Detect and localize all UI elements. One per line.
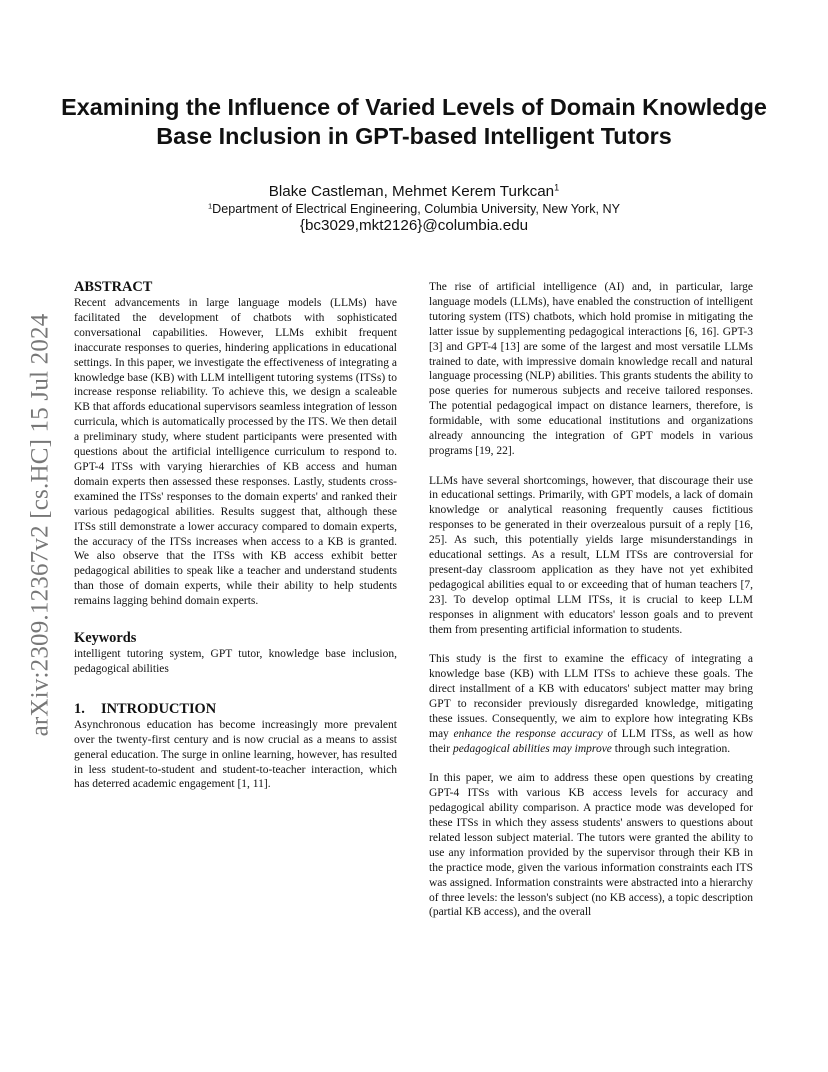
- abstract-heading: ABSTRACT: [74, 279, 153, 295]
- abstract-text: Recent advancements in large language models (LLMs) have facilitated the development of chatbots with sophisticated conversational capabilities. However, LLMs exhibit frequent inaccurate responses to queries, hindering applications in educational settings. In this paper, we investigate the effectiveness of integrating a knowledge base (KB) with LLM intelligent tutoring systems (ITSs) to increase response reliability. To achieve this, we design a scaleable KB that affords educational supervisors seamless integration of lesson curricula, which is automatically processed by the ITS. We then detail a preliminary study, where student participants were presented with questions about the artificial intelligence curriculum to respond to. GPT-4 ITSs with varying hierarchies of KB access and human domain experts then assessed these responses. Lastly, students cross-examined the ITSs' responses to the domain experts' and ranked their various pedagogical abilities. Results suggest that, although these ITSs still demonstrate a lower accuracy compared to domain experts, the accuracy of the ITSs increases when access to a KB is granted. We also observe that the ITSs with KB access exhibit better pedagogical abilities to speak like a teacher and understand students than those of domain experts, while their ability to help students remains lagging behind domain experts.: [74, 297, 397, 608]
- intro-paragraph-3: LLMs have several shortcomings, however, that discourage their use in educational settings. Primarily, with GPT models, a lack of domain knowledge or analytical reasoning frequently causes fictitious responses to be generated in their overzealous pursuit of a reply [16, 25]. As such, this potentially yields large misunderstandings in educational settings. As a result, LLM ITSs are controversial for present-day classroom application as they have not yet exhibited pedagogical abilities equal to or exceeding that of human teachers [7, 23]. To develop optimal LLM ITSs, it is crucial to keep LLM responses in alignment with educators' lesson goals and to prevent them from presenting artificial information to students.: [429, 474, 753, 636]
- arxiv-identifier: [22, 295, 58, 755]
- arxiv-stamp: arXiv:2309.12367v2 [cs.HC] 15 Jul 2024: [26, 313, 54, 737]
- paper-title: Examining the Influence of Varied Levels of Domain Knowledge Base Inclusion in GPT-based Intelligent Tutors: [61, 94, 767, 149]
- affiliation-marker: 1: [207, 201, 213, 211]
- p4-text-a: This study is the first to examine the efficacy of integrating a knowledge base (KB) with LLM ITSs to achieve these goals. The direct installment of a KB with educators' subject matter may bring GPT to reconsider previously disregarded knowledge, mitigating these issues. Consequently, we aim to explore how integrating KBs may: [429, 653, 753, 740]
- author-names-line: [60, 183, 768, 201]
- author-affiliation-marker: 1: [554, 182, 560, 193]
- section-number: 1.: [74, 700, 85, 717]
- author-emails: {bc3029,mkt2126}@columbia.edu: [299, 217, 529, 234]
- intro-paragraph-1: Asynchronous education has become increasingly more prevalent over the twenty-first century and is now crucial as a means to assist general education. The surge in online learning, however, has resulted in less student-to-student and student-to-teacher interaction, which has deterred academic engagement [1, 11].: [74, 718, 397, 791]
- author-block: [60, 183, 768, 235]
- intro-paragraph-4: [429, 652, 753, 756]
- affiliation-line: [60, 201, 768, 217]
- left-column: [74, 279, 397, 792]
- keywords-heading: Keywords: [74, 630, 137, 647]
- right-column: [429, 280, 753, 935]
- introduction-heading: [74, 701, 397, 718]
- author-names: Blake Castleman, Mehmet Kerem Turkcan: [268, 183, 555, 200]
- intro-paragraph-5: In this paper, we aim to address these open questions by creating GPT-4 ITSs with various KB access levels for accuracy and pedagogical ability comparison. A practice mode was developed for these ITSs in which they assess students' answers to questions about related lesson subject material. The tutors were granted the ability to use any information provided by the supervisor through their KB in the practice mode, given the various information constraints each ITS was assigned. Information constraints were abstracted into a hierarchy of three levels: the lesson's subject (no KB access), a topic description (partial KB access), and the overall: [429, 772, 753, 919]
- intro-paragraph-2: The rise of artificial intelligence (AI) and, in particular, large language models (LLMs), have enabled the construction of intelligent tutoring system (ITS) chatbots, which hold promise in mitigating the latter issue by supplementing pedagogical interactions [6, 16]. GPT-3 [3] and GPT-4 [13] are some of the largest and most versatile LLMs trained to date, with impressive domain knowledge recall and natural language processing (NLP) abilities. This grants students the ability to pose queries for numerous subjects and receive tailored responses. The potential pedagogical impact on distance learners, therefore, is formidable, with some educational institutions and organizations already announcing the integration of GPT models in various programs [19, 22].: [429, 281, 753, 457]
- p4-emphasis-pedagogy: pedagogical abilities may improve: [452, 742, 612, 755]
- p4-emphasis-accuracy: enhance the response accuracy: [453, 727, 603, 740]
- p4-text-b: of LLM ITSs, as well as how their: [429, 727, 753, 755]
- p4-text-c: through such integration.: [611, 742, 731, 755]
- affiliation: Department of Electrical Engineering, Columbia University, New York, NY: [212, 202, 621, 216]
- section-title: INTRODUCTION: [101, 700, 217, 717]
- keywords-text: intelligent tutoring system, GPT tutor, knowledge base inclusion, pedagogical abilities: [74, 648, 397, 675]
